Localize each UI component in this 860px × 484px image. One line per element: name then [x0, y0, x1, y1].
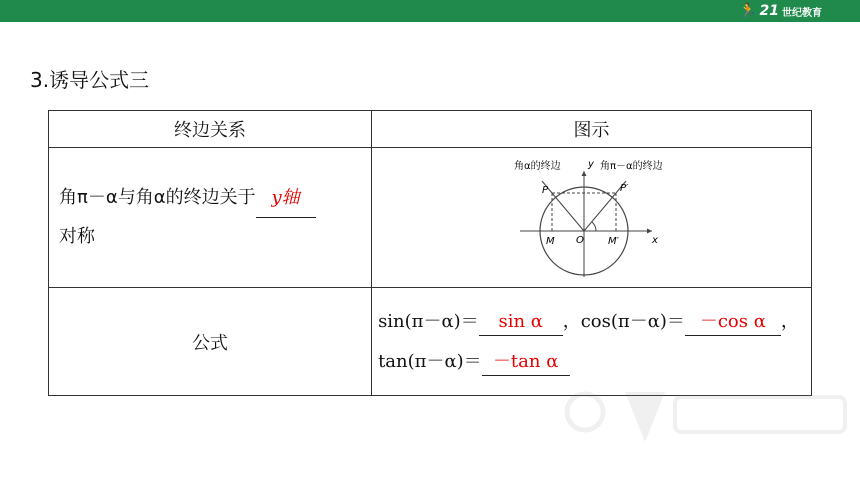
top-bar: [0, 0, 860, 22]
logo-number: 21: [759, 3, 779, 19]
section-title: 3.诱导公式三: [30, 68, 150, 92]
brand-logo: [739, 3, 822, 19]
label-O: O: [575, 234, 584, 246]
label-P: P: [541, 184, 548, 196]
header-diagram: 图示: [372, 111, 812, 148]
label-pi-minus-alpha-side: 角π－α的终边: [599, 160, 663, 172]
formulas-cell: [372, 288, 812, 396]
relation-cell: [49, 148, 372, 288]
y-axis-arrow: [581, 171, 586, 176]
x-axis-arrow: [647, 228, 652, 233]
cos-answer: －cos α: [685, 309, 781, 336]
tan-answer: －tan α: [482, 349, 570, 376]
label-M-prime: M′: [607, 235, 619, 247]
label-alpha-side: 角α的终边: [513, 160, 561, 172]
sin-answer: sin α: [479, 309, 563, 336]
tan-lhs: tan(π－α)＝: [378, 350, 482, 372]
label-P-prime: P′: [619, 182, 628, 194]
terminal-side-pi-minus-alpha-line: [552, 193, 584, 231]
unit-circle-diagram: [512, 151, 672, 281]
formula-table: [48, 110, 812, 396]
cos-lhs: cos(π－α)＝: [580, 310, 685, 332]
label-M: M: [545, 235, 555, 247]
comma-2: ，: [780, 310, 799, 332]
logo-brand: 世纪教育: [782, 7, 822, 19]
comma-1: ，: [562, 310, 581, 332]
diagram-cell: [372, 148, 812, 288]
label-y: y: [587, 158, 594, 170]
runner-icon: 🏃: [739, 3, 757, 19]
formula-label: 公式: [49, 288, 372, 396]
relation-text-end: 对称: [59, 226, 95, 247]
relation-answer: y轴: [256, 179, 316, 218]
sin-lhs: sin(π－α)＝: [378, 310, 479, 332]
header-terminal-relation: 终边关系: [49, 111, 372, 148]
angle-arc: [592, 222, 596, 231]
relation-text: 角π－α与角α的终边关于: [59, 187, 256, 208]
label-x: x: [651, 234, 658, 246]
terminal-side-alpha-line: [584, 193, 616, 231]
